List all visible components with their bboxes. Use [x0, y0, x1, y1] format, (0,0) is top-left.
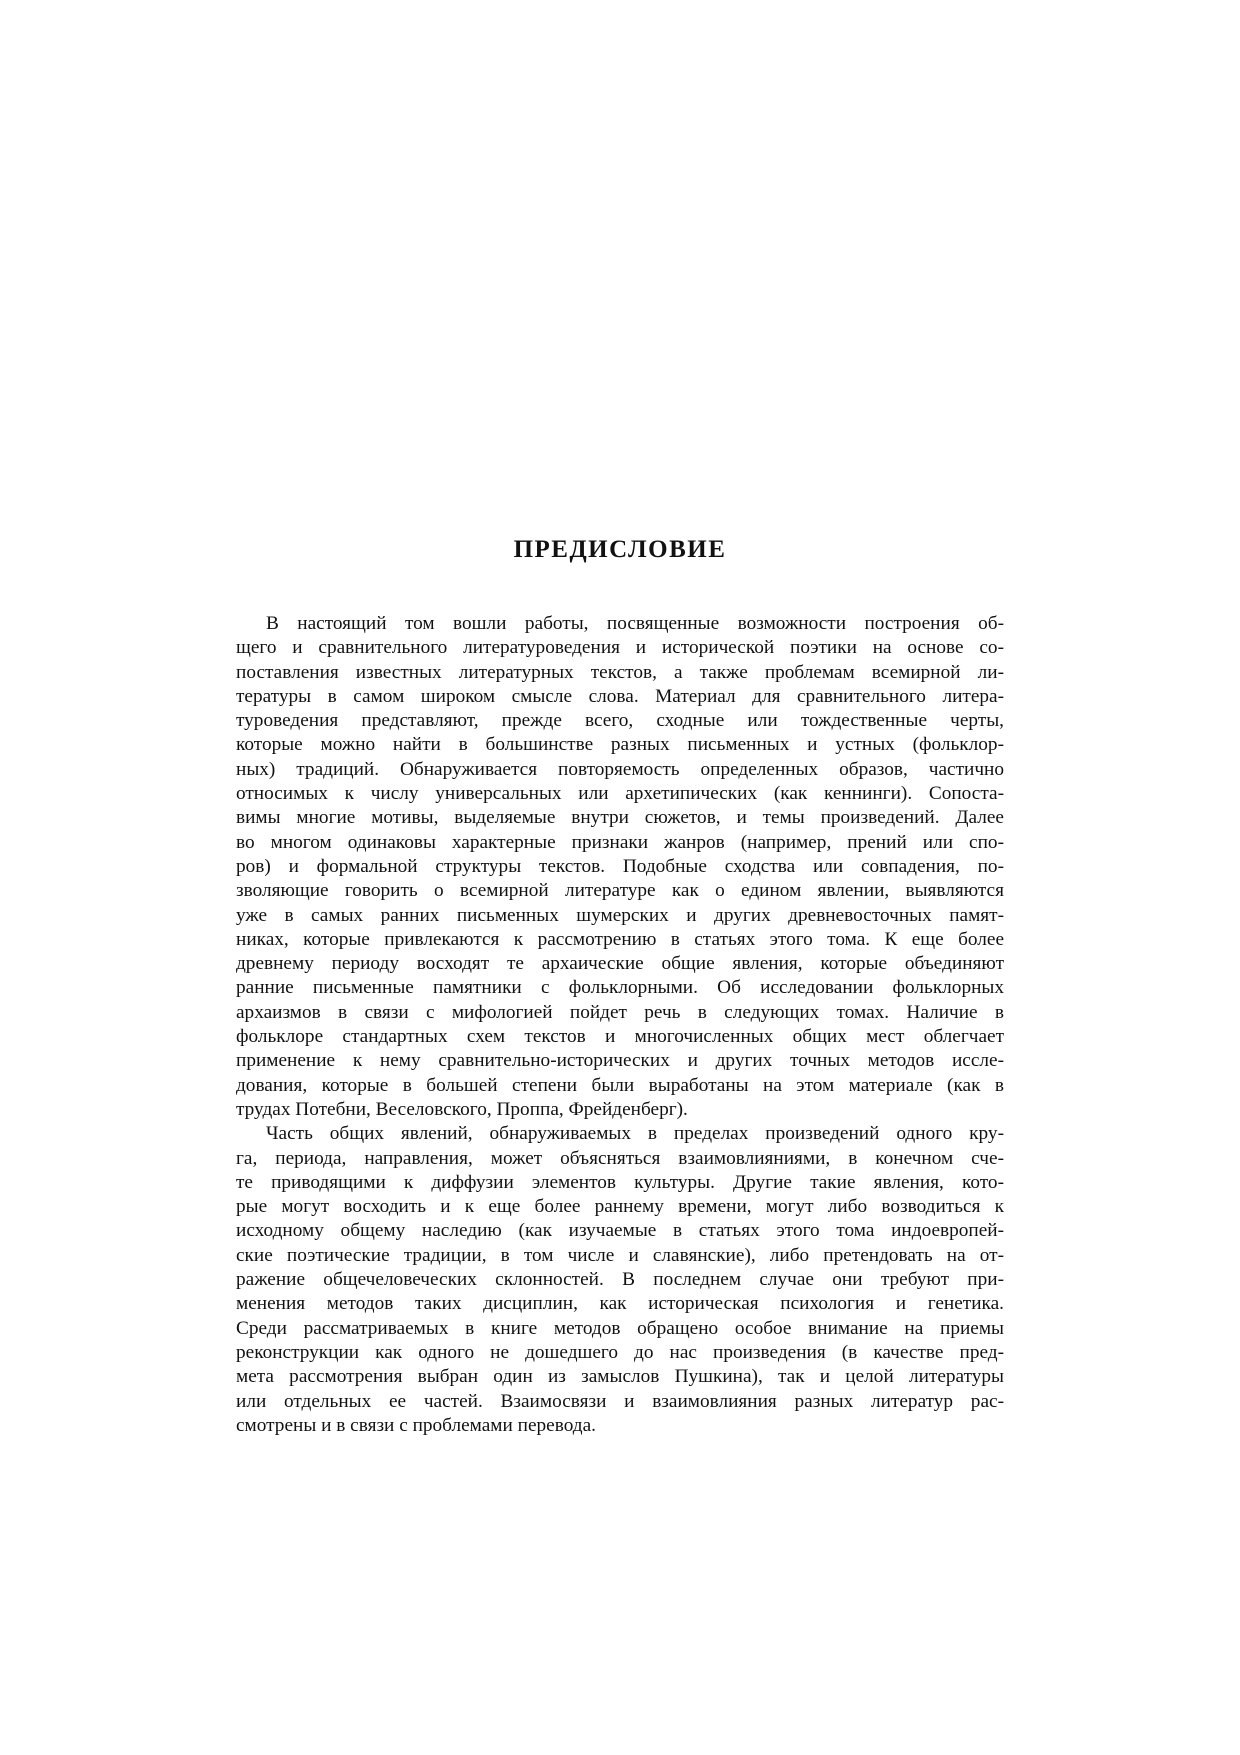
text-line: туроведения представляют, прежде всего, сходные или тождественные черты, [236, 710, 1004, 732]
text-line: смотрены и в связи с проблемами перевода. [236, 1414, 596, 1436]
text-line: Среди рассматриваемых в книге методов обращено особое внимание на приемы [236, 1317, 1004, 1339]
text-line: Часть общих явлений, обнаруживаемых в пределах произведений одного кру- [266, 1123, 1004, 1145]
text-line: мета рассмотрения выбран один из замыслов Пушкина), так и целой литературы [236, 1366, 1004, 1388]
text-line: реконструкции как одного не дошедшего до нас произведения (в качестве пред- [236, 1341, 1004, 1363]
text-line: которые можно найти в большинстве разных письменных и устных (фольклор- [236, 734, 1004, 756]
text-line: вимы многие мотивы, выделяемые внутри сюжетов, и темы произведений. Далее [236, 807, 1004, 829]
text-line: ных) традиций. Обнаруживается повторяемость определенных образов, частично [236, 758, 1004, 780]
paragraph [236, 1122, 1004, 1438]
text-line: га, периода, направления, может объясняться взаимовлияниями, в конечном сче- [236, 1147, 1004, 1169]
text-line: ражение общечеловеческих склонностей. В последнем случае они требуют при- [236, 1269, 1004, 1291]
text-line: дования, которые в большей степени были выработаны на этом материале (как в [236, 1074, 1004, 1096]
paragraph [236, 612, 1004, 1122]
text-line: ров) и формальной структуры текстов. Подобные сходства или совпадения, по- [236, 855, 1004, 877]
text-line: никах, которые привлекаются к рассмотрению в статьях этого тома. К еще более [236, 928, 1004, 950]
text-line: или отдельных ее частей. Взаимосвязи и взаимовлияния разных литератур рас- [236, 1390, 1004, 1412]
text-line: применение к нему сравнительно-исторических и других точных методов иссле- [236, 1050, 1004, 1072]
text-line: поставления известных литературных текстов, а также проблемам всемирной ли- [236, 661, 1004, 683]
text-line: древнему периоду восходят те архаические общие явления, которые объединяют [236, 953, 1004, 975]
text-line: те приводящими к диффузии элементов культуры. Другие такие явления, кото- [236, 1171, 1004, 1193]
text-line: во многом одинаковы характерные признаки жанров (например, прений или спо- [236, 831, 1004, 853]
preface-body [236, 612, 1004, 1438]
text-line: исходному общему наследию (как изучаемые в статьях этого тома индоевропей- [236, 1220, 1004, 1242]
text-line: ранние письменные памятники с фольклорными. Об исследовании фольклорных [236, 977, 1004, 999]
text-line: тературы в самом широком смысле слова. Материал для сравнительного литера- [236, 685, 1004, 707]
text-line: уже в самых ранних письменных шумерских и других древневосточных памят- [236, 904, 1004, 926]
page-title: ПРЕДИСЛОВИЕ [513, 536, 727, 563]
text-line: ские поэтические традиции, в том числе и славянские), либо претендовать на от- [236, 1244, 1004, 1266]
text-line: рые могут восходить и к еще более раннему времени, могут либо возводиться к [236, 1196, 1004, 1218]
text-line: В настоящий том вошли работы, посвященные возможности построения об- [266, 613, 1004, 634]
text-line: относимых к числу универсальных или архетипических (как кеннинги). Сопоста- [236, 783, 1004, 805]
text-line: щего и сравнительного литературоведения и исторической поэтики на основе со- [236, 637, 1004, 659]
text-line: фольклоре стандартных схем текстов и многочисленных общих мест облегчает [236, 1026, 1004, 1048]
text-line: зволяющие говорить о всемирной литературе как о едином явлении, выявляются [236, 880, 1004, 902]
text-line: архаизмов в связи с мифологией пойдет речь в следующих томах. Наличие в [236, 1001, 1004, 1023]
text-line: менения методов таких дисциплин, как историческая психология и генетика. [236, 1293, 1004, 1315]
text-line: трудах Потебни, Веселовского, Проппа, Фрейденберг). [236, 1098, 688, 1120]
